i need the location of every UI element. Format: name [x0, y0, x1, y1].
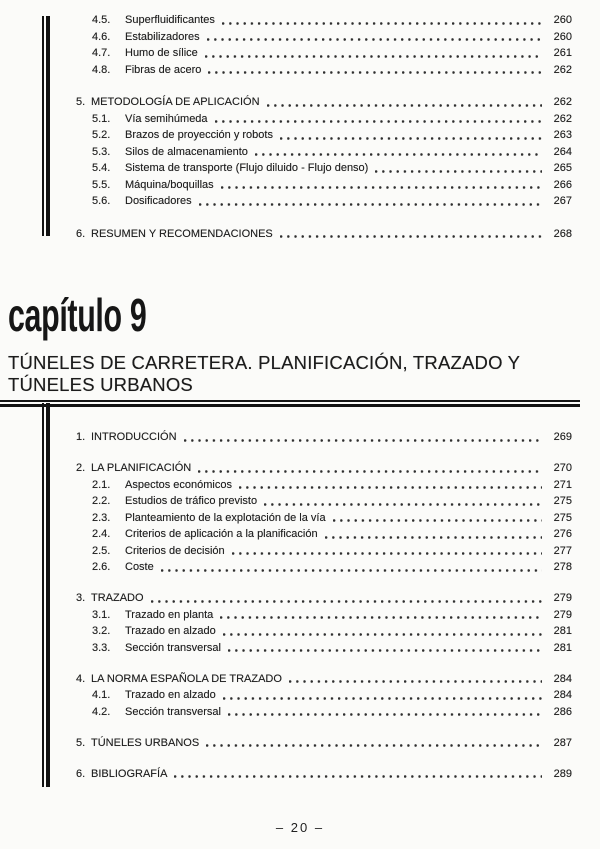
dot-leader — [206, 744, 542, 747]
dot-leader — [222, 22, 542, 25]
toc-row — [0, 45, 572, 62]
toc-item-label: Criterios de aplicación a la planificación — [125, 528, 318, 540]
dot-leader — [289, 680, 542, 683]
toc-item-number: 4.2. — [92, 705, 111, 718]
toc-item-page: 266 — [553, 178, 572, 191]
toc-item-page: 269 — [553, 431, 572, 443]
toc-item-number: 5.6. — [92, 195, 111, 207]
chapter-heading: capítulo 9 — [8, 289, 147, 341]
dot-leader — [280, 137, 542, 140]
toc-item-page: 277 — [553, 544, 572, 557]
toc-item-page: 287 — [553, 736, 572, 749]
toc-item-label: INTRODUCCIÓN — [91, 431, 177, 443]
chapter-title — [8, 352, 520, 396]
toc-row — [0, 29, 572, 46]
toc-row — [0, 623, 572, 640]
toc-item-page: 275 — [553, 511, 572, 524]
page-number-footer: – 20 – — [275, 820, 325, 835]
dot-leader — [228, 713, 542, 716]
toc-item-label: Superfluidificantes — [125, 14, 215, 26]
toc-item-page: 284 — [553, 689, 572, 701]
toc-item-number: 3. — [76, 592, 86, 604]
toc-item-number: 4.8. — [92, 63, 111, 76]
toc-row — [0, 590, 572, 607]
toc-row — [0, 671, 572, 688]
dot-leader — [333, 519, 542, 522]
toc-item-label: Estabilizadores — [125, 30, 200, 43]
toc-item-label: Planteamiento de la explotación de la vía — [125, 511, 326, 524]
toc-row — [0, 687, 572, 704]
toc-item-number: 3.2. — [92, 625, 111, 637]
toc-item-number: 3.3. — [92, 641, 111, 654]
dot-leader — [215, 120, 542, 123]
toc-row — [0, 160, 572, 177]
toc-item-page: 270 — [553, 462, 572, 474]
toc-row — [0, 704, 572, 721]
toc-item-page: 271 — [553, 478, 572, 491]
dot-leader — [198, 470, 542, 473]
toc-row — [0, 94, 572, 111]
toc-item-label: Máquina/boquillas — [125, 178, 214, 191]
toc-item-label: METODOLOGÍA DE APLICACIÓN — [91, 96, 260, 108]
chapter-title-rule-thin — [0, 400, 580, 402]
toc-row — [0, 193, 572, 210]
toc-row — [0, 477, 572, 494]
dot-leader — [220, 616, 542, 619]
toc-item-page: 286 — [553, 705, 572, 718]
toc-item-label: Dosificadores — [125, 195, 192, 207]
toc-item-number: 5.1. — [92, 112, 111, 125]
dot-leader — [223, 697, 542, 700]
toc-item-page: 275 — [553, 495, 572, 507]
dot-leader — [228, 649, 542, 652]
toc-item-number: 2. — [76, 462, 86, 474]
toc-item-label: Sistema de transporte (Flujo diluido - Flujo denso) — [125, 162, 369, 174]
toc-item-number: 1. — [76, 431, 86, 443]
toc-row — [0, 735, 572, 752]
toc-item-number: 4.6. — [92, 30, 111, 43]
toc-item-number: 6. — [76, 767, 86, 780]
dot-leader — [207, 38, 542, 41]
toc-item-page: 262 — [553, 112, 572, 125]
toc-item-page: 262 — [553, 96, 572, 108]
toc-item-label: Aspectos económicos — [125, 478, 232, 491]
dot-leader — [221, 186, 542, 189]
toc-row — [0, 526, 572, 543]
toc-item-page: 260 — [553, 14, 572, 26]
toc-item-label: TÚNELES URBANOS — [91, 736, 200, 749]
toc-row — [0, 62, 572, 79]
toc-item-label: Trazado en planta — [125, 608, 214, 621]
toc-item-page: 262 — [553, 63, 572, 76]
dot-leader — [174, 775, 542, 778]
toc-item-number: 2.3. — [92, 511, 111, 524]
toc-item-page: 279 — [553, 592, 572, 604]
toc-item-page: 276 — [553, 528, 572, 540]
toc-item-number: 4. — [76, 672, 86, 685]
toc-row — [0, 607, 572, 624]
toc-item-label: Brazos de proyección y robots — [125, 129, 273, 141]
toc-item-page: 284 — [553, 672, 572, 685]
toc-item-number: 2.6. — [92, 561, 111, 573]
toc-row — [0, 429, 572, 446]
toc-item-number: 5.5. — [92, 178, 111, 191]
toc-item-number: 3.1. — [92, 608, 111, 621]
toc-item-number: 2.1. — [92, 478, 111, 491]
toc-item-number: 5.4. — [92, 162, 111, 174]
toc-item-page: 260 — [553, 30, 572, 43]
toc-item-number: 6. — [76, 227, 86, 240]
toc-item-number: 5. — [76, 96, 86, 108]
dot-leader — [199, 203, 542, 206]
toc-row — [0, 559, 572, 576]
toc-item-label: Trazado en alzado — [125, 625, 216, 637]
chapter-title-line-1: TÚNELES DE CARRETERA. PLANIFICACIÓN, TRAZADO Y — [8, 352, 521, 373]
toc-row — [0, 640, 572, 657]
toc-item-page: 263 — [553, 129, 572, 141]
toc-item-page: 281 — [553, 625, 572, 637]
toc-item-number: 2.4. — [92, 528, 111, 540]
toc-item-page: 267 — [553, 195, 572, 207]
toc-item-number: 2.2. — [92, 495, 111, 507]
toc-item-number: 4.1. — [92, 689, 111, 701]
toc-item-number: 5.2. — [92, 129, 111, 141]
chapter-title-line-2: TÚNELES URBANOS — [8, 374, 193, 395]
toc-item-page: 279 — [553, 608, 572, 621]
toc-row — [0, 460, 572, 477]
toc-item-number: 4.7. — [92, 47, 111, 59]
dot-leader — [239, 486, 542, 489]
toc-item-number: 5. — [76, 736, 86, 749]
toc-item-label: BIBLIOGRAFÍA — [91, 767, 168, 780]
chapter-title-rule-thick — [0, 404, 580, 407]
toc-item-label: Humo de sílice — [125, 47, 198, 59]
toc-item-label: Criterios de decisión — [125, 544, 225, 557]
toc-item-number: 4.5. — [92, 14, 111, 26]
dot-leader — [264, 503, 542, 506]
toc-row — [0, 127, 572, 144]
toc-item-page: 289 — [553, 767, 572, 780]
toc-item-page: 281 — [553, 641, 572, 654]
toc-item-page: 278 — [553, 561, 572, 573]
toc-item-label: Sección transversal — [125, 641, 221, 654]
toc-item-label: Estudios de tráfico previsto — [125, 495, 258, 507]
dot-leader — [267, 104, 542, 107]
toc-item-page: 261 — [553, 47, 572, 59]
toc-row — [0, 493, 572, 510]
toc-item-label: LA NORMA ESPAÑOLA DE TRAZADO — [91, 672, 282, 685]
toc-item-page: 268 — [553, 227, 572, 240]
toc-row — [0, 543, 572, 560]
toc-item-label: Vía semihúmeda — [125, 112, 208, 125]
toc-block-chapter-9 — [0, 429, 572, 782]
dot-leader — [223, 633, 542, 636]
toc-row — [0, 226, 572, 243]
toc-row — [0, 144, 572, 161]
toc-item-label: Trazado en alzado — [125, 689, 216, 701]
toc-row — [0, 12, 572, 29]
dot-leader — [232, 552, 542, 555]
toc-item-number: 2.5. — [92, 544, 111, 557]
toc-item-label: Coste — [125, 561, 154, 573]
toc-item-label: Silos de almacenamiento — [125, 145, 248, 158]
dot-leader — [205, 55, 542, 58]
toc-item-label: LA PLANIFICACIÓN — [91, 462, 192, 474]
toc-row — [0, 766, 572, 783]
dot-leader — [161, 569, 542, 572]
toc-item-page: 264 — [553, 145, 572, 158]
toc-row — [0, 510, 572, 527]
dot-leader — [208, 71, 542, 74]
toc-item-label: Sección transversal — [125, 705, 221, 718]
toc-item-number: 5.3. — [92, 145, 111, 158]
dot-leader — [375, 170, 542, 173]
toc-block-previous-chapter — [0, 12, 572, 242]
toc-item-label: RESUMEN Y RECOMENDACIONES — [91, 227, 273, 240]
dot-leader — [151, 600, 542, 603]
toc-row — [0, 111, 572, 128]
dot-leader — [325, 536, 542, 539]
dot-leader — [280, 235, 542, 238]
toc-item-page: 265 — [553, 162, 572, 174]
toc-item-label: Fibras de acero — [125, 63, 202, 76]
dot-leader — [184, 439, 542, 442]
dot-leader — [255, 153, 542, 156]
toc-row — [0, 177, 572, 194]
toc-item-label: TRAZADO — [91, 592, 144, 604]
